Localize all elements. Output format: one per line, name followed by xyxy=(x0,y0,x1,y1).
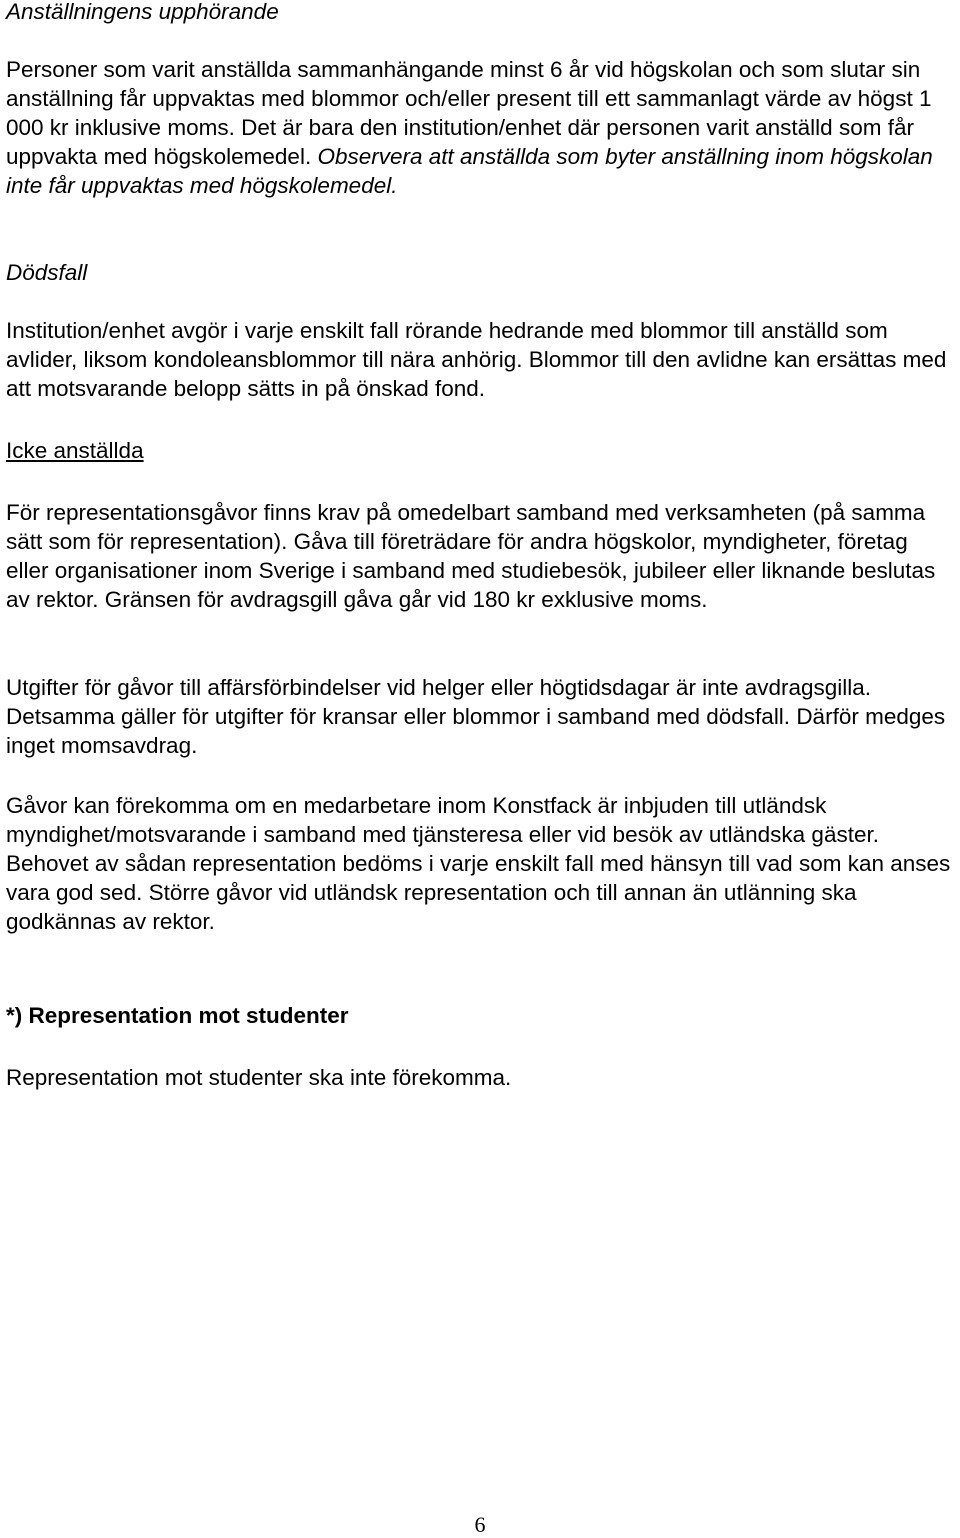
non-employees-paragraph-2: Utgifter för gåvor till affärsförbindelser vid helger eller högtidsdagar är inte avdragsgilla. Detsamma gäller för utgifter för kransar eller blommor i samband med dödsfall. Därför medges inget momsavdrag. xyxy=(6,675,946,758)
non-employees-paragraph-3: Gåvor kan förekomma om en medarbetare inom Konstfack är inbjuden till utländsk myndighet/motsvarande i samband med tjänsteresa eller vid besök av utländska gäster. Behovet av sådan representation bedöms i varje enskilt fall med hänsyn till vad som kan anses vara god sed. Större gåvor vid utländsk representation och till annan än utlänning ska godkännas av rektor. xyxy=(6,793,951,934)
employment-end-paragraph xyxy=(6,55,956,200)
death-paragraph: Institution/enhet avgör i varje enskilt fall rörande hedrande med blommor till anställd som avlider, liksom kondoleansblommor till nära anhörig. Blommor till den avlidne kan ersättas med att motsvarande belopp sätts in på önskad fond. xyxy=(6,318,947,401)
page-number: 6 xyxy=(474,1512,486,1537)
section-heading-non-employees: Icke anställda xyxy=(6,438,144,463)
employment-end-note: Observera att anställda som byter anställning inom högskolan inte får uppvaktas med högskolemedel. xyxy=(6,144,933,198)
section-heading-employment-end: Anställningens upphörande xyxy=(6,0,279,24)
section-heading-death: Dödsfall xyxy=(6,260,88,285)
students-paragraph: Representation mot studenter ska inte förekomma. xyxy=(6,1065,512,1090)
section-heading-students: *) Representation mot studenter xyxy=(6,1003,349,1028)
non-employees-paragraph-1: För representationsgåvor finns krav på omedelbart samband med verksamheten (på samma sätt som för representation). Gåva till företrädare för andra högskolor, myndigheter, företag eller organisationer inom Sverige i samband med studiebesök, jubileer eller liknande beslutas av rektor. Gränsen för avdragsgill gåva går vid 180 kr exklusive moms. xyxy=(6,500,936,612)
employment-end-text: Personer som varit anställda sammanhängande minst 6 år vid högskolan och som slutar sin anställning får uppvaktas med blommor och/eller present till ett sammanlagt värde av högst 1 000 kr inklusive moms. Det är bara den institution/enhet där personen varit anställd som får uppvakta med högskolemedel. xyxy=(6,57,932,169)
